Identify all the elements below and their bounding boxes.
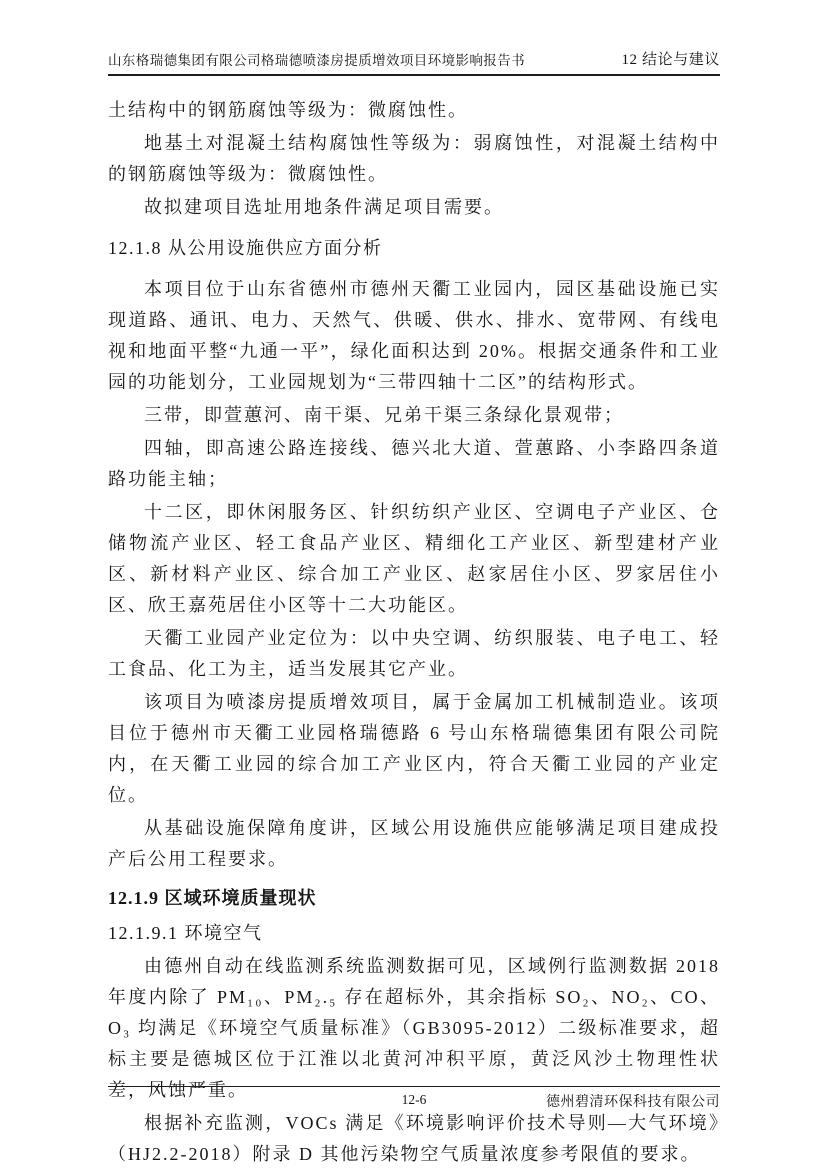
page-header — [108, 48, 720, 76]
paragraph-four-axes: 四轴，即高速公路连接线、德兴北大道、萱蕙路、小李路四条道路功能主轴； — [108, 438, 720, 489]
paragraph-twelve-zones: 十二区，即休闲服务区、针织纺织产业区、空调电子产业区、仓储物流产业区、轻工食品产业区、精细化工产业区、新型建材产业区、新材料产业区、综合加工产业区、赵家居住小区、罗家居住小区、欣王嘉苑居住小区等十二大功能区。 — [108, 502, 720, 615]
page-footer — [108, 1086, 720, 1114]
heading-12-1-9-regional-environment: 12.1.9 区域环境质量现状 — [108, 888, 317, 908]
paragraph-three-belts: 三带，即萱蕙河、南干渠、兄弟干渠三条绿化景观带； — [144, 405, 624, 425]
header-document-title: 山东格瑞德集团有限公司格瑞德喷漆房提质增效项目环境影响报告书 — [108, 53, 525, 68]
paragraph-vocs-supplementary-monitoring: 根据补充监测，VOCs 满足《环境影响评价技术导则—大气环境》（HJ2.2-2018）附录 D 其他污染物空气质量浓度参考限值的要求。 — [108, 1113, 720, 1164]
paragraph-air-quality-monitoring: 由德州自动在线监测系统监测数据可见，区域例行监测数据 2018 年度内除了 PM₁₀、PM₂.₅ 存在超标外，其余指标 SO₂、NO₂、CO、O₃ 均满足《环境空气质量标准》（GB3095-2012）二级标准要求，超标主要是德城区位于江淮以北黄河冲积平原，黄泛风沙土物理性状差，风蚀严重。 — [108, 956, 720, 1100]
heading-12-1-9-1-ambient-air: 12.1.9.1 环境空气 — [108, 923, 263, 943]
footer-company-name: 德州碧清环保科技有限公司 — [546, 1095, 720, 1110]
paragraph-foundation-soil-corrosion: 地基土对混凝土结构腐蚀性等级为：弱腐蚀性，对混凝土结构中的钢筋腐蚀等级为：微腐蚀性。 — [108, 133, 720, 184]
paragraph-park-industry-positioning: 天衢工业园产业定位为：以中央空调、纺织服装、电子电工、轻工食品、化工为主，适当发展其它产业。 — [108, 628, 720, 679]
heading-12-1-8-utilities-analysis: 12.1.8 从公用设施供应方面分析 — [108, 238, 383, 258]
paragraph-steel-corrosion-continuation: 土结构中的钢筋腐蚀等级为：微腐蚀性。 — [108, 100, 468, 120]
paragraph-project-location-compliance: 该项目为喷漆房提质增效项目，属于金属加工机械制造业。该项目位于德州市天衢工业园格瑞德路 6 号山东格瑞德集团有限公司院内，在天衢工业园的综合加工产业区内，符合天衢工业园的产业定位。 — [108, 692, 720, 805]
paragraph-utilities-conclusion: 从基础设施保障角度讲，区域公用设施供应能够满足项目建成投产后公用工程要求。 — [108, 818, 720, 869]
paragraph-site-conclusion: 故拟建项目选址用地条件满足项目需要。 — [144, 197, 504, 217]
header-chapter-label: 12 结论与建议 — [621, 52, 720, 68]
document-body — [108, 95, 720, 1169]
footer-page-number: 12-6 — [401, 1092, 427, 1107]
paragraph-industrial-park-infrastructure: 本项目位于山东省德州市德州天衢工业园内，园区基础设施已实现道路、通讯、电力、天然气、供暖、供水、排水、宽带网、有线电视和地面平整“九通一平”，绿化面积达到 20%。根据交通条件和工业园的功能划分，工业园规划为“三带四轴十二区”的结构形式。 — [108, 279, 720, 392]
